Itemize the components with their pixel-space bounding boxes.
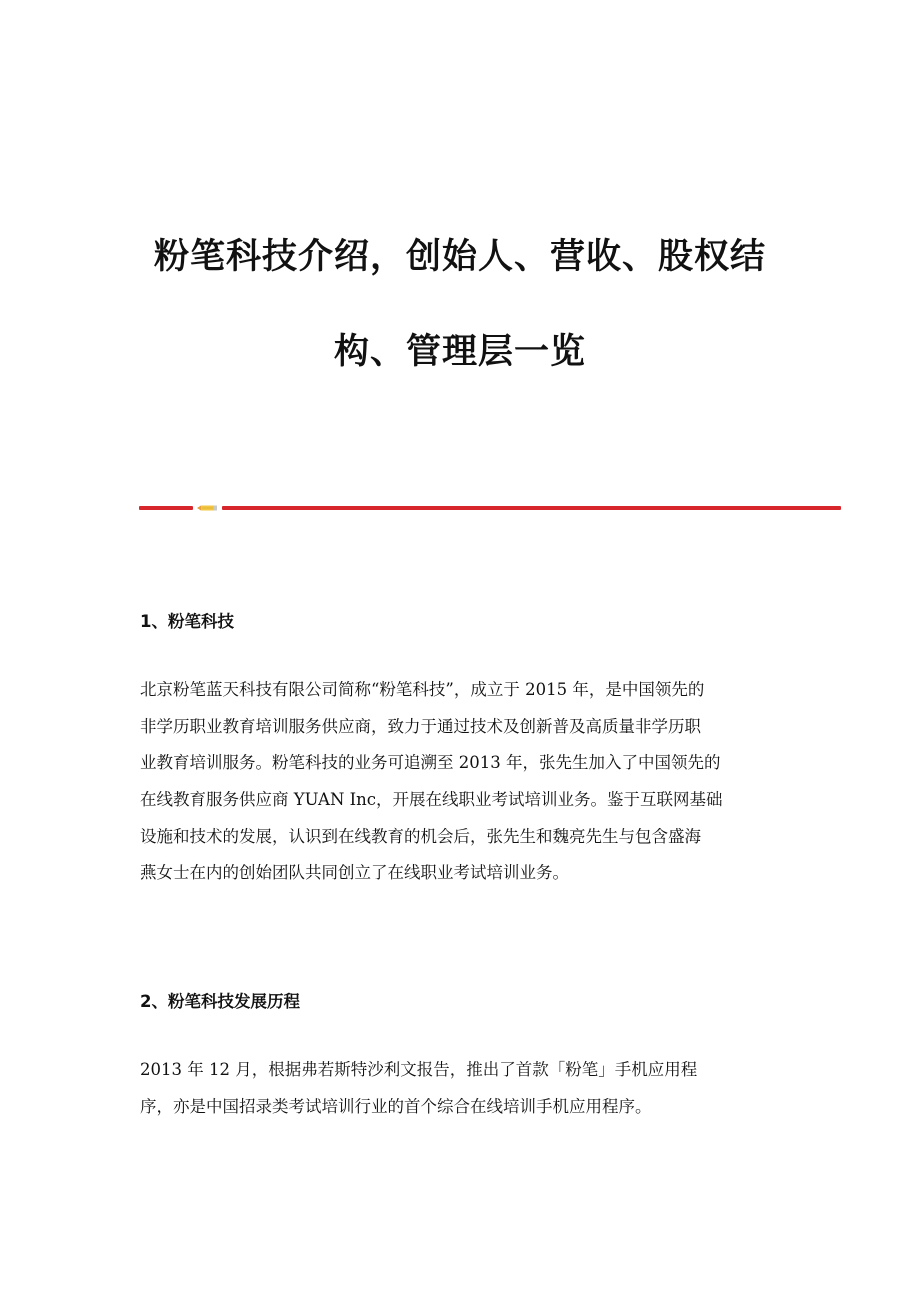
paragraph-line: 序，亦是中国招录类考试培训行业的首个综合在线培训手机应用程序。 (140, 1096, 652, 1116)
paragraph-line: 业教育培训服务。粉笔科技的业务可追溯至 2013 年，张先生加入了中国领先的 (140, 753, 721, 773)
section-2-paragraph (140, 1052, 790, 1125)
paragraph-line: 在线教育服务供应商 YUAN Inc，开展在线职业考试培训业务。鉴于互联网基础 (140, 790, 723, 810)
section-heading-2: 2、粉笔科技发展历程 (140, 992, 300, 1011)
divider-bar-left (139, 506, 193, 510)
paragraph-line: 2013 年 12 月，根据弗若斯特沙利文报告，推出了首款「粉笔」手机应用程 (140, 1060, 698, 1079)
document-title-line-1: 粉笔科技介绍，创始人、营收、股权结 (153, 237, 766, 277)
pencil-icon (197, 505, 217, 511)
divider-bar-right (222, 506, 841, 510)
section-1-paragraph (140, 672, 790, 892)
paragraph-line: 北京粉笔蓝天科技有限公司简称“粉笔科技”，成立于 2015 年，是中国领先的 (140, 680, 705, 699)
section-heading-1: 1、粉笔科技 (140, 612, 234, 631)
paragraph-line: 燕女士在内的创始团队共同创立了在线职业考试培训业务。 (140, 863, 569, 883)
title-divider (139, 505, 841, 511)
document-title-line-2: 构、管理层一览 (333, 332, 586, 372)
paragraph-line: 非学历职业教育培训服务供应商，致力于通过技术及创新普及高质量非学历职 (140, 716, 701, 736)
paragraph-line: 设施和技术的发展，认识到在线教育的机会后，张先生和魏亮先生与包含盛海 (140, 826, 701, 846)
